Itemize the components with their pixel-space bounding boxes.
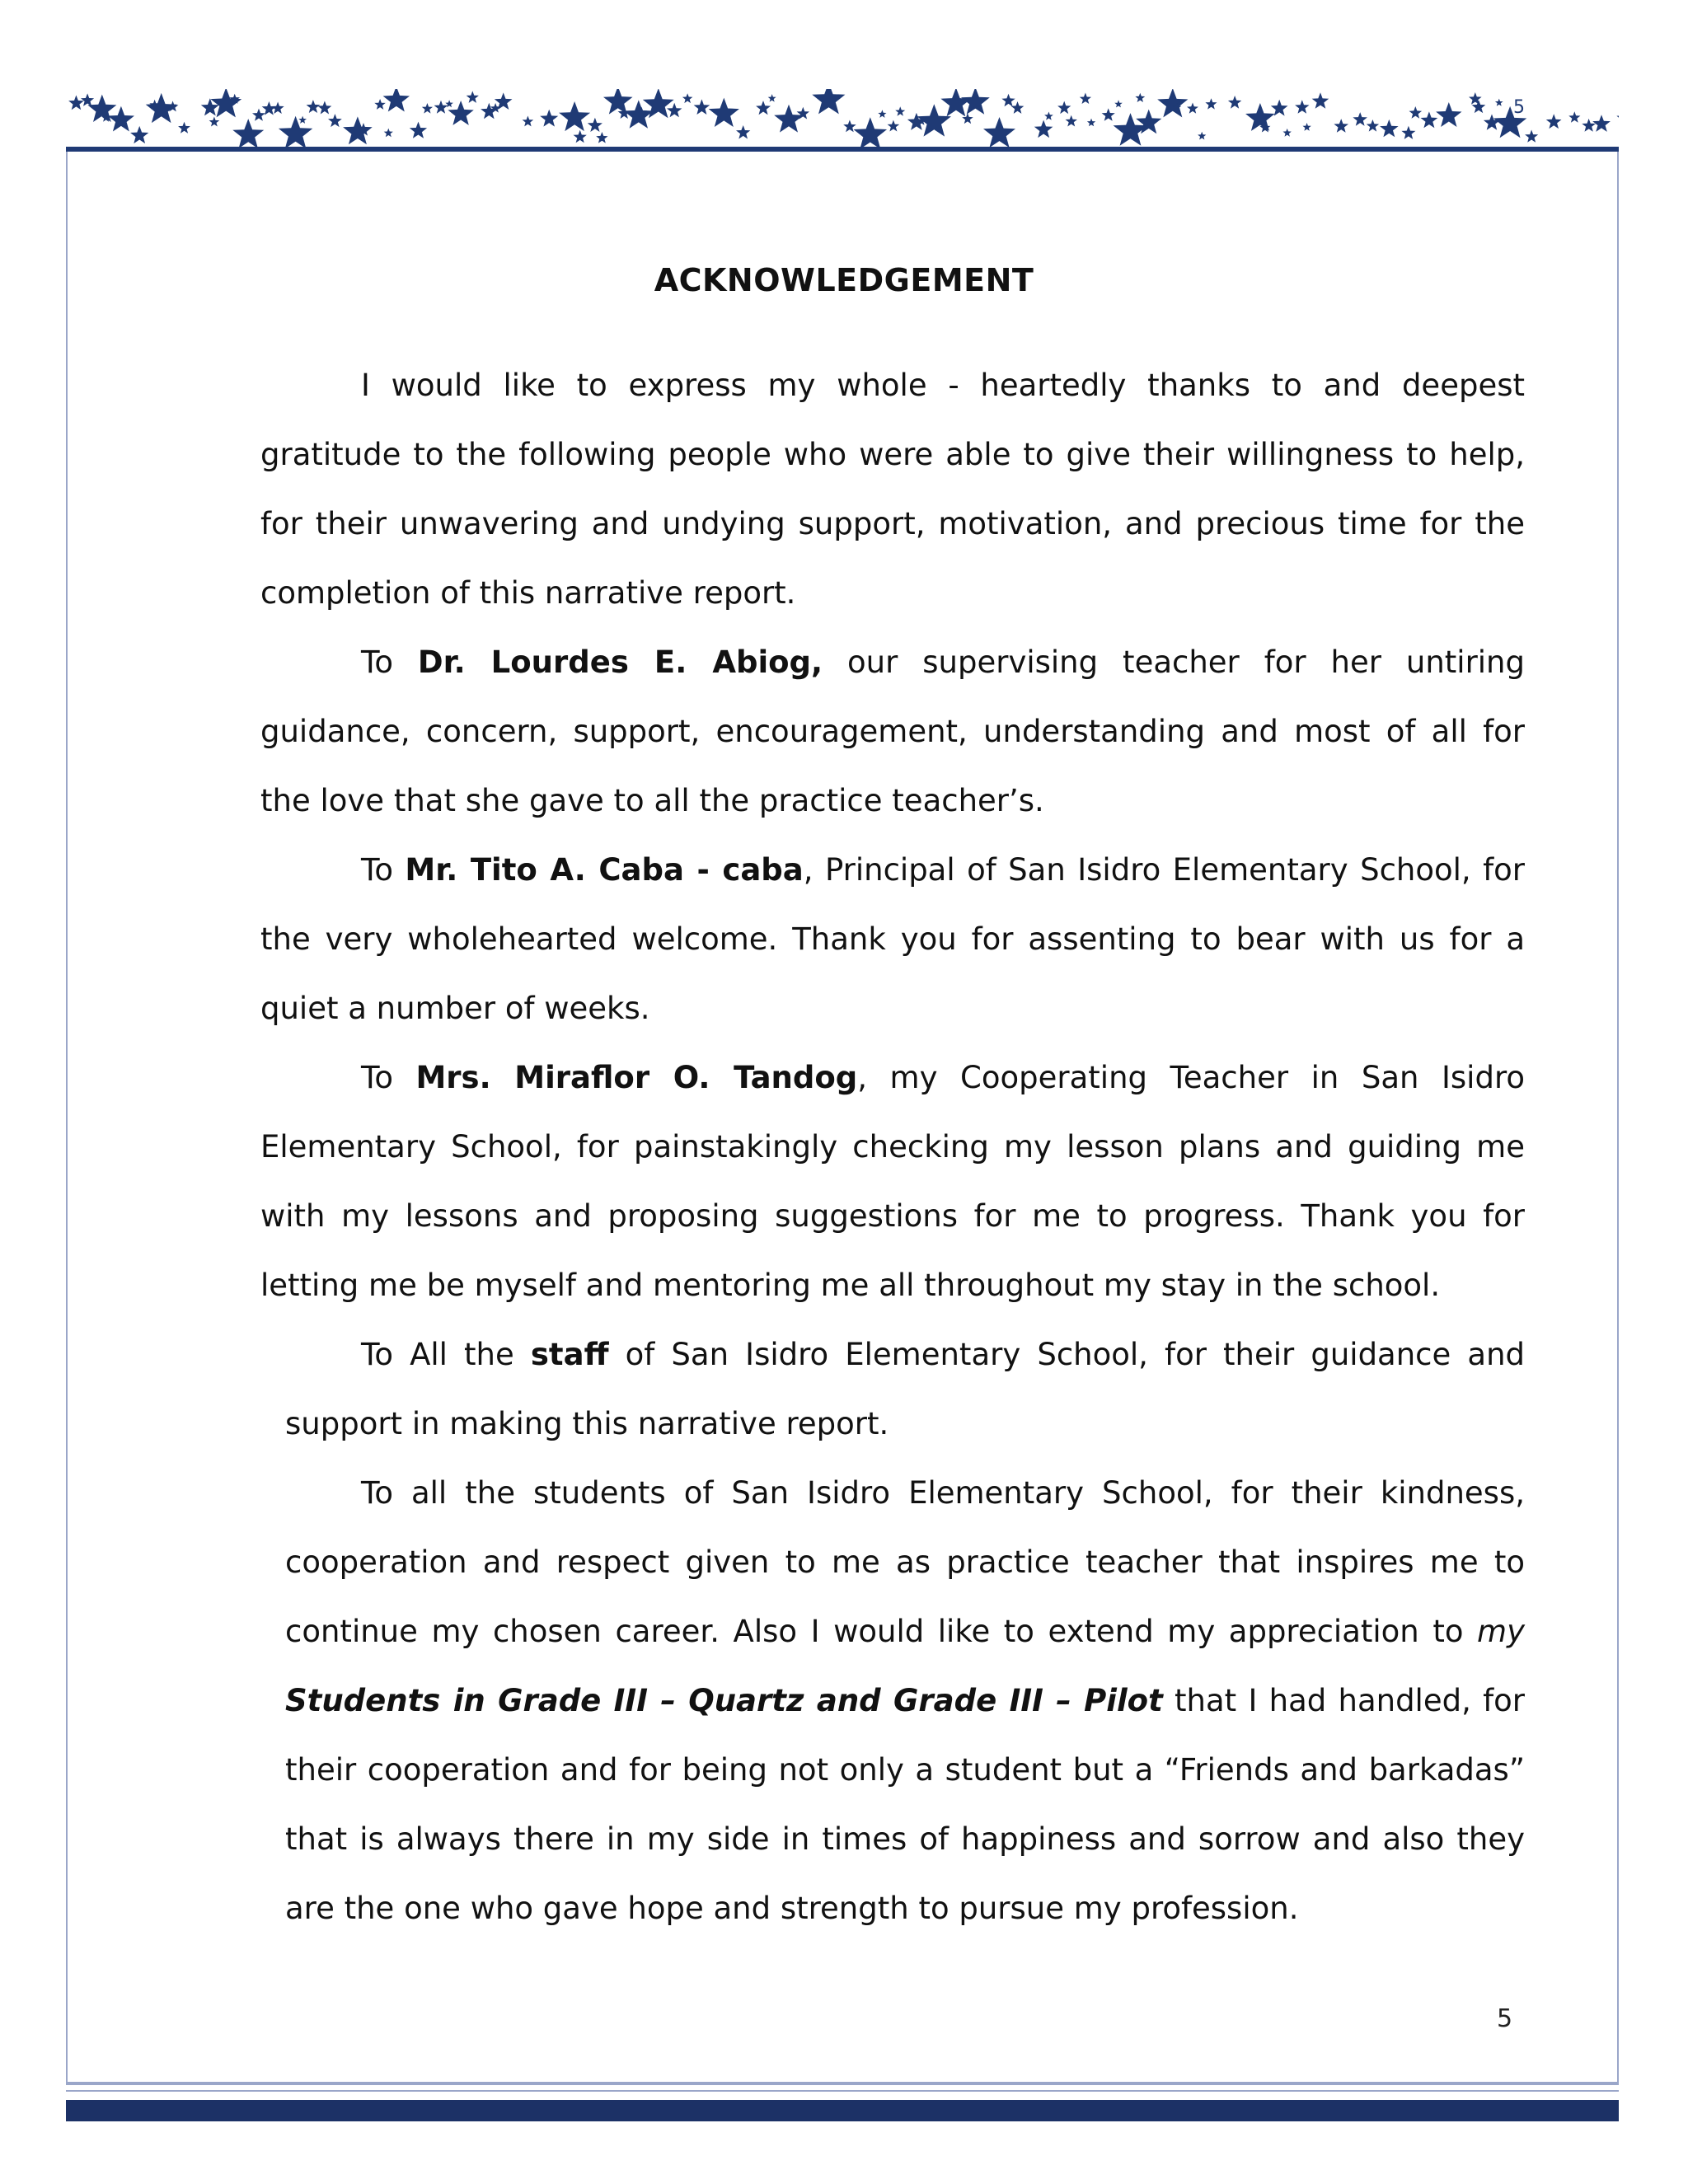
paragraph-lead: To: [361, 644, 418, 680]
star-icon: [1087, 119, 1095, 127]
star-icon: [1114, 100, 1123, 107]
star-icon: [559, 101, 590, 131]
star-icon: [81, 93, 94, 105]
star-icon: [895, 106, 905, 115]
star-border-band: [66, 89, 1619, 152]
star-icon: [1525, 130, 1538, 143]
star-icon: [574, 130, 587, 143]
star-icon: [1198, 132, 1206, 140]
star-icon: [768, 94, 776, 102]
paragraph-rest: of San Isidro Elementary School, for their guidance and support in making this narrative report.: [285, 1337, 1526, 1441]
star-icon: [1228, 96, 1241, 109]
staff-term: staff: [530, 1337, 609, 1372]
principal-name: Mr. Tito A. Caba - caba: [405, 852, 804, 888]
star-icon: [1205, 98, 1217, 109]
star-icon: [540, 110, 558, 127]
star-icon: [1011, 101, 1025, 114]
star-icon: [667, 103, 682, 118]
star-icon: [410, 122, 427, 138]
star-icon: [1080, 93, 1091, 105]
star-icon: [1582, 119, 1596, 132]
star-icon: [1312, 92, 1329, 109]
star-icon: [1546, 114, 1562, 129]
star-icon: [1421, 111, 1438, 128]
paragraph-lead: To all the students of San Isidro Elementary School, for their kindness, cooperation and respect given to me as practice teacher that inspires me to continue my chosen career. Also I would like to extend my appreciation to: [285, 1475, 1525, 1649]
star-icon: [1592, 115, 1611, 132]
paragraph-rest: our supervising teacher for her untiring guidance, concern, support, encouragement, understanding and most of all for the love that she gave to all the practice teacher’s.: [260, 644, 1525, 818]
star-icon: [328, 114, 342, 127]
star-icon: [1568, 111, 1580, 123]
paragraph-cooperating-teacher: [260, 1043, 1525, 1320]
star-icon: [1057, 101, 1071, 115]
star-icon: [271, 102, 284, 115]
page-title: ACKNOWLEDGEMENT: [654, 262, 1034, 298]
star-icon: [374, 99, 386, 110]
paragraph-rest: that I had handled, for their cooperation and for being not only a student but a “Friends and barkadas” that is always there in my side in times of happiness and sorrow and also they are the one who gave hope and strength to pursue my profession.: [285, 1683, 1525, 1926]
paragraph-principal: [260, 836, 1525, 1043]
star-icon: [888, 120, 900, 132]
star-icon: [1034, 120, 1053, 138]
star-icon: [774, 105, 804, 133]
paragraph-students: [285, 1459, 1525, 1943]
star-icon: [232, 119, 264, 147]
star-icon: [1380, 120, 1399, 137]
star-pattern-icon: [66, 89, 1619, 147]
star-icon: [1334, 119, 1348, 133]
star-icon: [1303, 123, 1311, 131]
star-icon: [756, 101, 771, 115]
star-icon: [1495, 99, 1503, 106]
star-icon: [709, 98, 739, 127]
star-icon: [1135, 93, 1145, 102]
star-icon: [1295, 100, 1309, 114]
star-icon: [1066, 115, 1078, 127]
star-icon: [68, 96, 84, 110]
cooperating-teacher-name: Mrs. Miraflor O. Tandog: [415, 1060, 858, 1095]
star-icon: [523, 116, 534, 127]
star-icon: [603, 89, 633, 115]
star-icon: [812, 89, 845, 114]
star-icon: [422, 103, 433, 114]
my-word: my: [1477, 1614, 1525, 1649]
star-icon: [682, 93, 693, 103]
star-icon: [279, 116, 312, 147]
star-icon: [1436, 102, 1461, 127]
star-icon: [940, 89, 971, 116]
document-body: [260, 351, 1525, 1943]
star-icon: [1367, 120, 1379, 132]
paragraph-lead: To All the: [361, 1337, 531, 1372]
star-icon: [1401, 126, 1415, 139]
star-icon: [694, 99, 710, 115]
star-icon: [108, 106, 134, 132]
star-icon: [878, 110, 886, 118]
star-icon: [983, 117, 1015, 147]
paragraph-rest: , my Cooperating Teacher in San Isidro Elementary School, for painstakingly checking my lesson plans and guiding me with my lessons and proposing suggestions for me to progress. Thank you for letting me be myself and mentoring me all throughout my stay in the school.: [260, 1060, 1525, 1303]
star-icon: [1409, 106, 1423, 119]
supervisor-name: Dr. Lourdes E. Abiog,: [417, 644, 823, 680]
star-icon: [917, 104, 951, 136]
star-icon: [178, 122, 190, 134]
paragraph-lead: To: [361, 852, 406, 888]
star-icon: [298, 116, 307, 124]
star-icon: [384, 129, 393, 138]
star-icon: [736, 125, 750, 139]
paragraph-supervisor: [260, 628, 1525, 836]
star-icon: [434, 101, 448, 114]
star-icon: [596, 132, 607, 143]
star-icon: [1044, 112, 1053, 120]
star-icon: [318, 101, 332, 115]
star-icon: [252, 109, 265, 121]
star-icon: [1353, 112, 1367, 126]
star-icon: [1157, 89, 1188, 117]
star-icon: [383, 89, 410, 112]
corner-page-mark: 5: [1513, 97, 1525, 118]
star-icon: [209, 117, 220, 127]
star-icon: [130, 126, 148, 143]
paragraph-intro: I would like to express my whole - heartedly thanks to and deepest gratitude to the following people who were able to give their willingness to help, for their unwavering and undying support, motivation, and precious time for the completion of this narrative report.: [260, 368, 1525, 611]
star-icon: [210, 89, 241, 117]
star-icon: [843, 120, 856, 133]
star-icon: [1616, 111, 1619, 124]
star-icon: [448, 101, 473, 125]
paragraph-rest: , Principal of San Isidro Elementary School, for the very wholehearted welcome. Thank you for assenting to bear with us for a quiet a number of weeks.: [260, 852, 1525, 1026]
page-number: 5: [1497, 2004, 1513, 2033]
footer-divider: [66, 2083, 1619, 2092]
star-icon: [1187, 103, 1198, 114]
footer-bar: [66, 2100, 1619, 2121]
student-sections: Students in Grade III – Quartz and Grade III – Pilot: [285, 1683, 1163, 1718]
paragraph-staff: [285, 1320, 1525, 1459]
star-icon: [1102, 108, 1115, 120]
star-icon: [1245, 103, 1275, 131]
star-icon: [343, 116, 373, 144]
star-icon: [467, 91, 479, 103]
star-icon: [854, 117, 888, 147]
star-icon: [1484, 115, 1500, 130]
star-icon: [307, 100, 321, 113]
star-icon: [588, 118, 603, 132]
star-icon: [1001, 94, 1015, 106]
paragraph-lead: To: [361, 1060, 416, 1095]
star-icon: [1283, 129, 1292, 137]
star-icon: [1271, 100, 1288, 116]
